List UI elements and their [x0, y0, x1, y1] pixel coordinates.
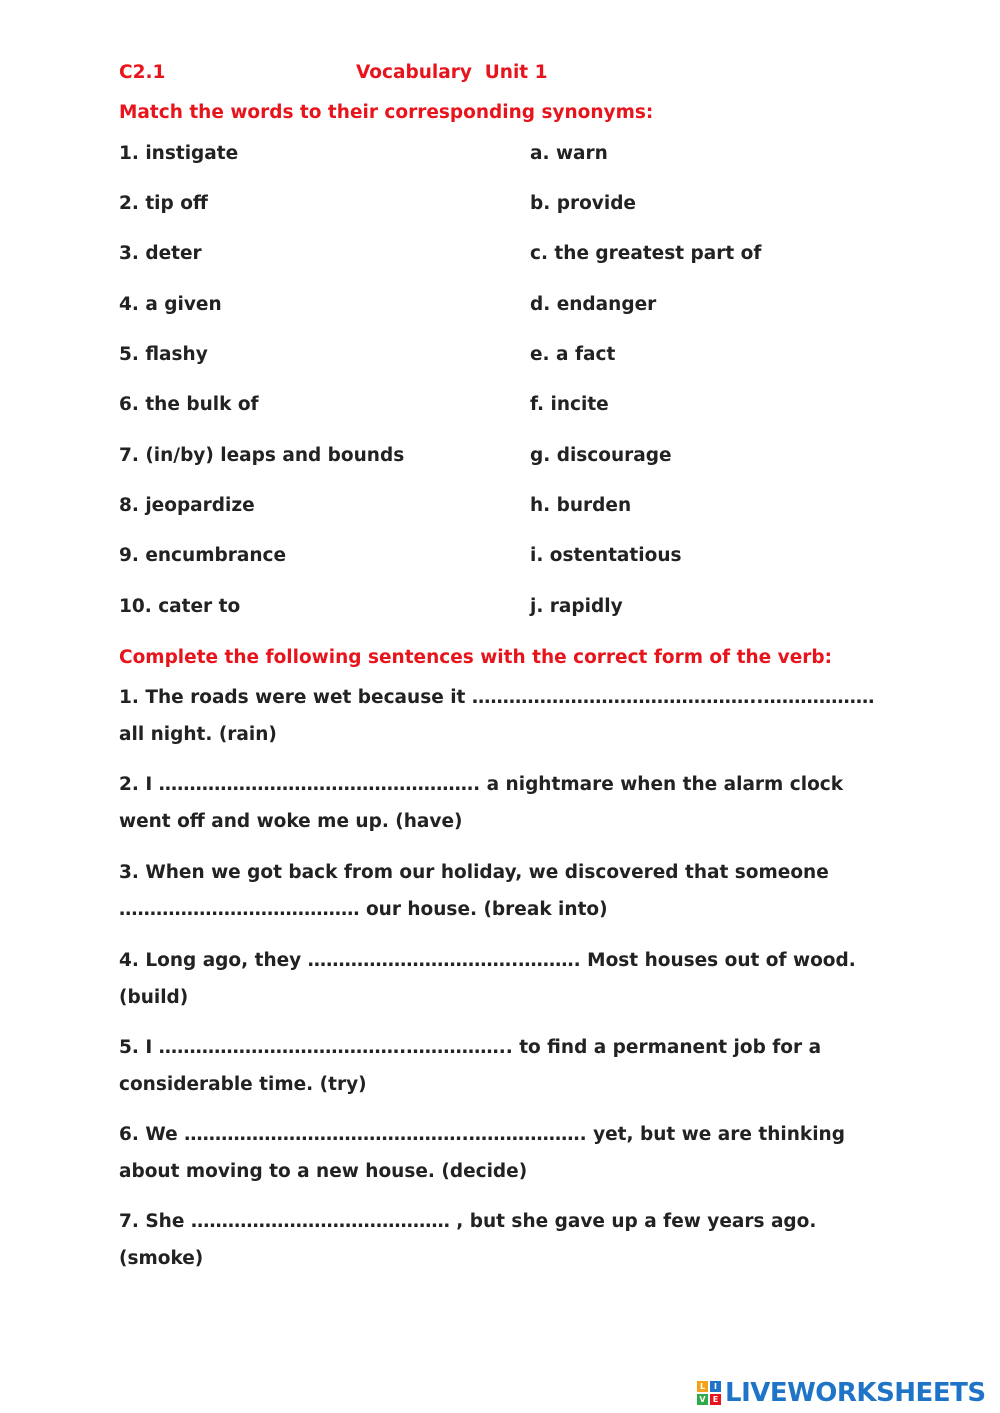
logo-letter: V: [697, 1394, 708, 1405]
word-item: 9. encumbrance: [119, 545, 287, 566]
synonym-item: b. provide: [530, 193, 636, 214]
synonym-item: i. ostentatious: [530, 545, 682, 566]
wordmark-live: LIVE: [725, 1378, 788, 1408]
sentence-item: 3. When we got back from our holiday, we discovered that someone ………………………………… our house. (break into): [119, 862, 829, 920]
synonym-item: e. a fact: [530, 344, 616, 365]
sentence-item: 4. Long ago, they …………………………….………. Most houses out of wood. (build): [119, 950, 856, 1008]
sentence-item: 6. We ……………………………………….………………. yet, but we are thinking about moving to a new house. (decide): [119, 1124, 845, 1182]
synonym-item: h. burden: [530, 495, 632, 516]
synonym-item: c. the greatest part of: [530, 243, 762, 264]
sentence-item: 2. I ……………………………………………. a nightmare when the alarm clock went off and woke me up. (have): [119, 774, 844, 832]
synonym-item: a. warn: [530, 143, 608, 164]
logo-letter: E: [710, 1394, 721, 1405]
wordmark-worksheets: WORKSHEETS: [787, 1378, 986, 1408]
word-item: 4. a given: [119, 294, 222, 315]
word-item: 7. (in/by) leaps and bounds: [119, 445, 405, 466]
liveworksheets-logo[interactable]: [697, 1373, 986, 1413]
logo-letter: L: [697, 1381, 708, 1392]
synonym-item: d. endanger: [530, 294, 657, 315]
word-item: 10. cater to: [119, 596, 241, 617]
course-code: C2.1: [119, 62, 166, 83]
word-item: 6. the bulk of: [119, 394, 259, 415]
sentence-item: 1. The roads were wet because it ………………………………………..……………… all night. (rain): [119, 687, 875, 745]
logo-letter: I: [710, 1381, 721, 1392]
liveworksheets-logo-icon: [697, 1381, 721, 1405]
word-item: 2. tip off: [119, 193, 208, 214]
section1-instruction: Match the words to their corresponding synonyms:: [119, 102, 654, 123]
sentence-item: 7. She …………………………………… , but she gave up a few years ago. (smoke): [119, 1211, 817, 1269]
word-item: 8. jeopardize: [119, 495, 255, 516]
word-item: 5. flashy: [119, 344, 208, 365]
liveworksheets-wordmark: [725, 1378, 986, 1408]
synonym-item: f. incite: [530, 394, 609, 415]
synonym-item: g. discourage: [530, 445, 672, 466]
worksheet-title: Vocabulary Unit 1: [356, 62, 548, 83]
synonym-item: j. rapidly: [530, 596, 623, 617]
word-item: 1. instigate: [119, 143, 239, 164]
section2-instruction: Complete the following sentences with the correct form of the verb:: [119, 647, 832, 668]
word-item: 3. deter: [119, 243, 202, 264]
sentence-item: 5. I ………………………………….…………….. to find a permanent job for a considerable time. (try): [119, 1037, 822, 1095]
